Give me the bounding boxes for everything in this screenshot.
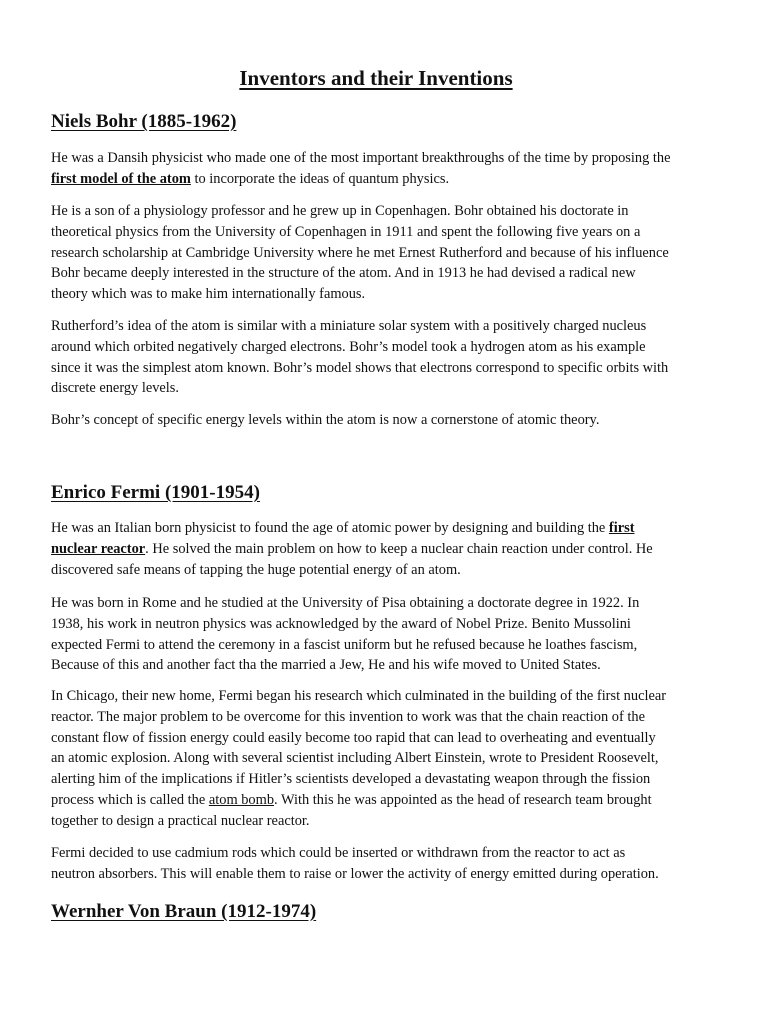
- text-line: expected Fermi to attend the ceremony in a fascist uniform but he refused because he loathes fascism,: [51, 636, 638, 653]
- text-line: Fermi decided to use cadmium rods which could be inserted or withdrawn from the reactor to act as: [51, 845, 626, 861]
- text-line: alerting him of the implications if Hitler’s scientists developed a devastating weapon through the fission: [51, 771, 651, 788]
- bohr-paragraph-1: [51, 148, 711, 190]
- document-title: Inventors and their Inventions: [239, 66, 513, 90]
- first-model-of-atom-link[interactable]: first model of the atom: [51, 170, 191, 187]
- fermi-paragraph-4: [51, 843, 711, 885]
- section-heading-bohr: Niels Bohr (1885-1962): [51, 111, 237, 132]
- text-line: theoretical physics from the University of Copenhagen in 1911 and spent the following five years on a: [51, 223, 641, 240]
- text-line: together to design a practical nuclear reactor.: [51, 812, 310, 829]
- text-line: since it was the simplest atom known. Bohr’s model shows that electrons correspond to specific orbits with: [51, 359, 669, 376]
- text-line: [51, 518, 711, 539]
- text-line: around which orbited negatively charged electrons. Bohr’s model took a hydrogen atom as his example: [51, 338, 646, 355]
- text-line: an atomic explosion. Along with several scientist including Albert Einstein, wrote to President Roosevelt,: [51, 750, 659, 767]
- text-span: . He solved the main problem on how to keep a nuclear chain reaction under control. He: [145, 540, 653, 557]
- fermi-paragraph-1: [51, 518, 711, 580]
- text-line: theory which was to make him internationally famous.: [51, 286, 366, 303]
- bohr-paragraph-2: [51, 201, 711, 305]
- text-line: [51, 169, 711, 190]
- bohr-paragraph-3: [51, 316, 711, 399]
- fermi-paragraph-2: [51, 593, 711, 676]
- text-line: [51, 539, 711, 560]
- section-heading-von-braun: Wernher Von Braun (1912-1974): [51, 901, 317, 922]
- text-line: He was a Dansih physicist who made one of the most important breakthroughs of the time by proposing the: [51, 150, 671, 166]
- text-line: He is a son of a physiology professor and he grew up in Copenhagen. Bohr obtained his doctorate in: [51, 203, 629, 219]
- first-nuclear-reactor-link-part1[interactable]: first: [608, 520, 635, 536]
- text-line: Because of this and another fact tha the married a Jew, He and his wife moved to United States.: [51, 657, 601, 674]
- text-line: In Chicago, their new home, Fermi began his research which culminated in the building of the first nuclear: [51, 688, 667, 704]
- atom-bomb-link[interactable]: atom bomb: [208, 791, 275, 808]
- section-heading-fermi: Enrico Fermi (1901-1954): [51, 482, 260, 503]
- text-span: . With this he was appointed as the head of research team brought: [274, 791, 652, 808]
- fermi-paragraph-3: [51, 686, 711, 832]
- text-line: Bohr’s concept of specific energy levels within the atom is now a cornerstone of atomic theory.: [51, 412, 600, 428]
- text-line: Bohr became deeply interested in the structure of the atom. And in 1913 he had devised a radical new: [51, 265, 636, 282]
- first-nuclear-reactor-link-part2[interactable]: nuclear reactor: [51, 540, 146, 557]
- text-line: research scholarship at Cambridge University where he met Ernest Rutherford and because of his influence: [51, 244, 669, 261]
- text-line: [51, 790, 711, 811]
- text-line: Rutherford’s idea of the atom is similar with a miniature solar system with a positively charged nucleus: [51, 318, 647, 334]
- text-line: discrete energy levels.: [51, 380, 179, 397]
- text-span: He was an Italian born physicist to found the age of atomic power by designing and building the: [51, 520, 609, 536]
- text-line: neutron absorbers. This will enable them to raise or lower the activity of energy emitted during operation.: [51, 865, 659, 882]
- text-line: discovered safe means of tapping the huge potential energy of an atom.: [51, 561, 461, 578]
- text-line: He was born in Rome and he studied at the University of Pisa obtaining a doctorate degree in 1922. In: [51, 595, 640, 611]
- text-span: to incorporate the ideas of quantum physics.: [190, 170, 450, 187]
- bohr-paragraph-4: [51, 410, 711, 431]
- text-line: 1938, his work in neutron physics was acknowledged by the award of Nobel Prize. Benito Mussolini: [51, 615, 631, 632]
- text-line: reactor. The major problem to be overcome for this invention to work was that the chain reaction of the: [51, 708, 645, 725]
- text-span: process which is called the: [51, 791, 209, 808]
- text-line: constant flow of fission energy could easily become too rapid that can lead to overheating and eventually: [51, 729, 656, 746]
